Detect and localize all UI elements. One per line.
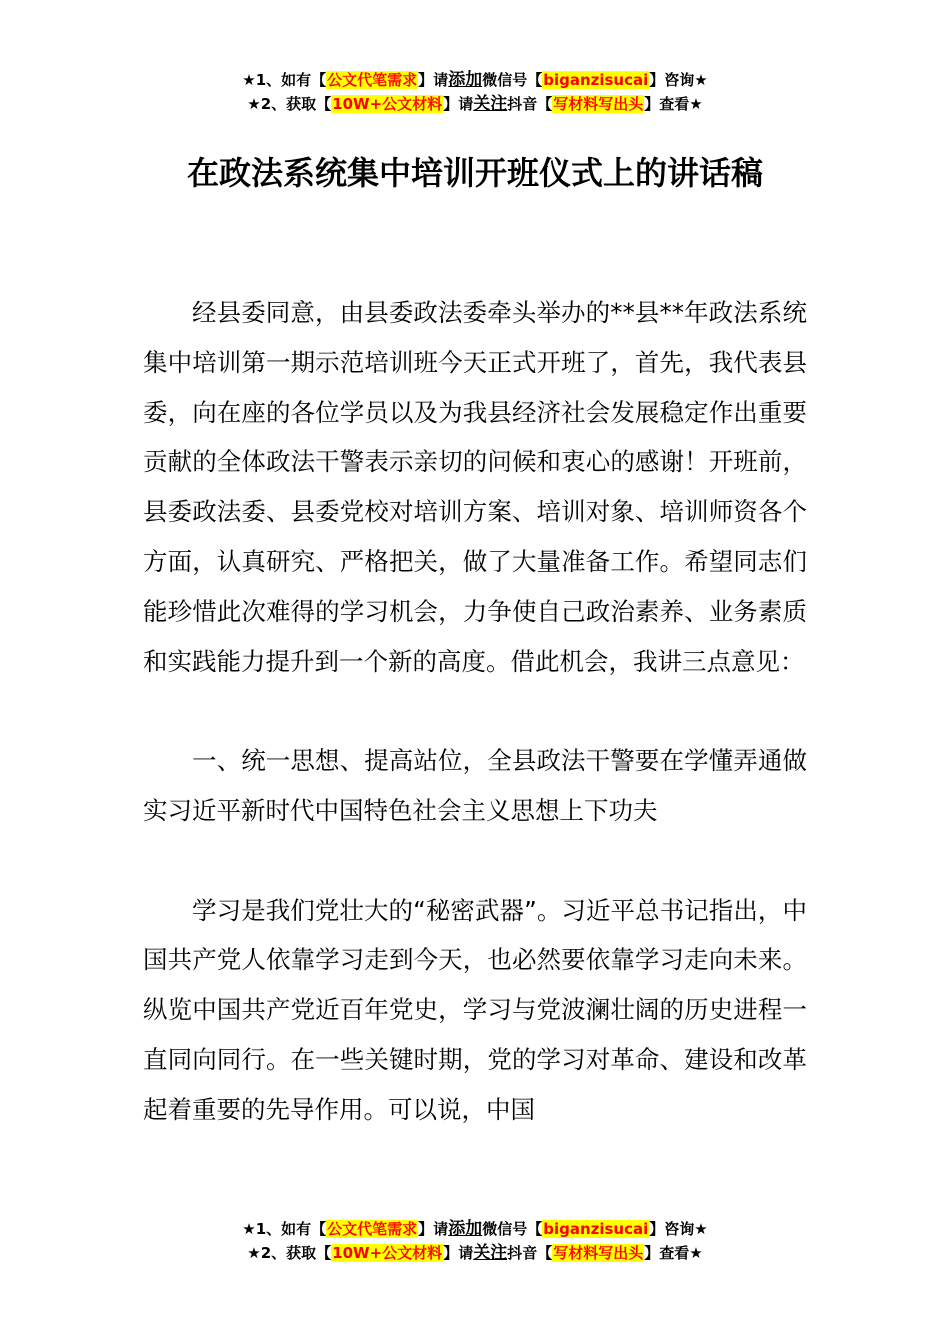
banner-text: 】查看★ bbox=[644, 95, 703, 113]
paragraph: 经县委同意，由县委政法委牵头举办的**县**年政法系统集中培训第一期示范培训班今天正式开班了，首先，我代表县委，向在座的各位学员以及为我县经济社会发展稳定作出重要贡献的全体政法干警表示亲切的问候和衷心的感谢！开班前，县委政法委、县委党校对培训方案、培训对象、培训师资各个方面，认真研究、严格把关，做了大量准备工作。希望同志们能珍惜此次难得的学习机会，力争使自己政治素养、业务素质和实践能力提升到一个新的高度。借此机会，我讲三点意见： bbox=[143, 298, 807, 676]
banner-text: 抖音【 bbox=[507, 95, 553, 113]
banner-text: 】请 bbox=[443, 95, 474, 113]
banner-text: 微信号【 bbox=[482, 1220, 543, 1238]
banner-text: 】咨询★ bbox=[649, 1220, 708, 1238]
banner-text: 】请 bbox=[418, 1220, 449, 1238]
banner-line-1 bbox=[0, 1217, 950, 1241]
highlight-text: 10W+公文材料 bbox=[332, 95, 443, 113]
banner-line-1 bbox=[0, 68, 950, 92]
document-title: 在政法系统集中培训开班仪式上的讲话稿 bbox=[186, 154, 763, 192]
banner-text: ★2、获取【 bbox=[247, 1244, 332, 1262]
banner-text: 抖音【 bbox=[507, 1244, 553, 1262]
banner-text: 】请 bbox=[443, 1244, 474, 1262]
highlight-text: biganzisucai bbox=[543, 71, 649, 89]
underlined-text: 添加 bbox=[448, 1219, 483, 1239]
banner-text: ★1、如有【 bbox=[242, 1220, 327, 1238]
banner-text: ★2、获取【 bbox=[247, 95, 332, 113]
highlight-text: 写材料写出头 bbox=[553, 1244, 644, 1262]
banner-text: ★1、如有【 bbox=[242, 71, 327, 89]
banner-text: 】请 bbox=[418, 71, 449, 89]
document-body bbox=[143, 288, 807, 1184]
highlight-text: biganzisucai bbox=[543, 1220, 649, 1238]
underlined-text: 关注 bbox=[473, 1243, 508, 1263]
highlight-text: 10W+公文材料 bbox=[332, 1244, 443, 1262]
header-banner bbox=[0, 68, 950, 116]
paragraph: 学习是我们党壮大的“秘密武器”。习近平总书记指出，中国共产党人依靠学习走到今天，也必然要依靠学习走向未来。纵览中国共产党近百年党史，学习与党波澜壮阔的历史进程一直同向同行。在一些关键时期，党的学习对革命、建设和改革起着重要的先导作用。可以说，中国 bbox=[143, 895, 807, 1124]
banner-line-2 bbox=[0, 1241, 950, 1265]
banner-text: 】咨询★ bbox=[649, 71, 708, 89]
underlined-text: 添加 bbox=[448, 70, 483, 90]
underlined-text: 关注 bbox=[473, 94, 508, 114]
banner-text: 】查看★ bbox=[644, 1244, 703, 1262]
highlight-text: 公文代笔需求 bbox=[327, 1220, 418, 1238]
section-heading: 一、统一思想、提高站位，全县政法干警要在学懂弄通做实习近平新时代中国特色社会主义思想上下功夫 bbox=[143, 746, 807, 825]
footer-banner bbox=[0, 1217, 950, 1265]
highlight-text: 公文代笔需求 bbox=[327, 71, 418, 89]
banner-line-2 bbox=[0, 92, 950, 116]
highlight-text: 写材料写出头 bbox=[553, 95, 644, 113]
banner-text: 微信号【 bbox=[482, 71, 543, 89]
